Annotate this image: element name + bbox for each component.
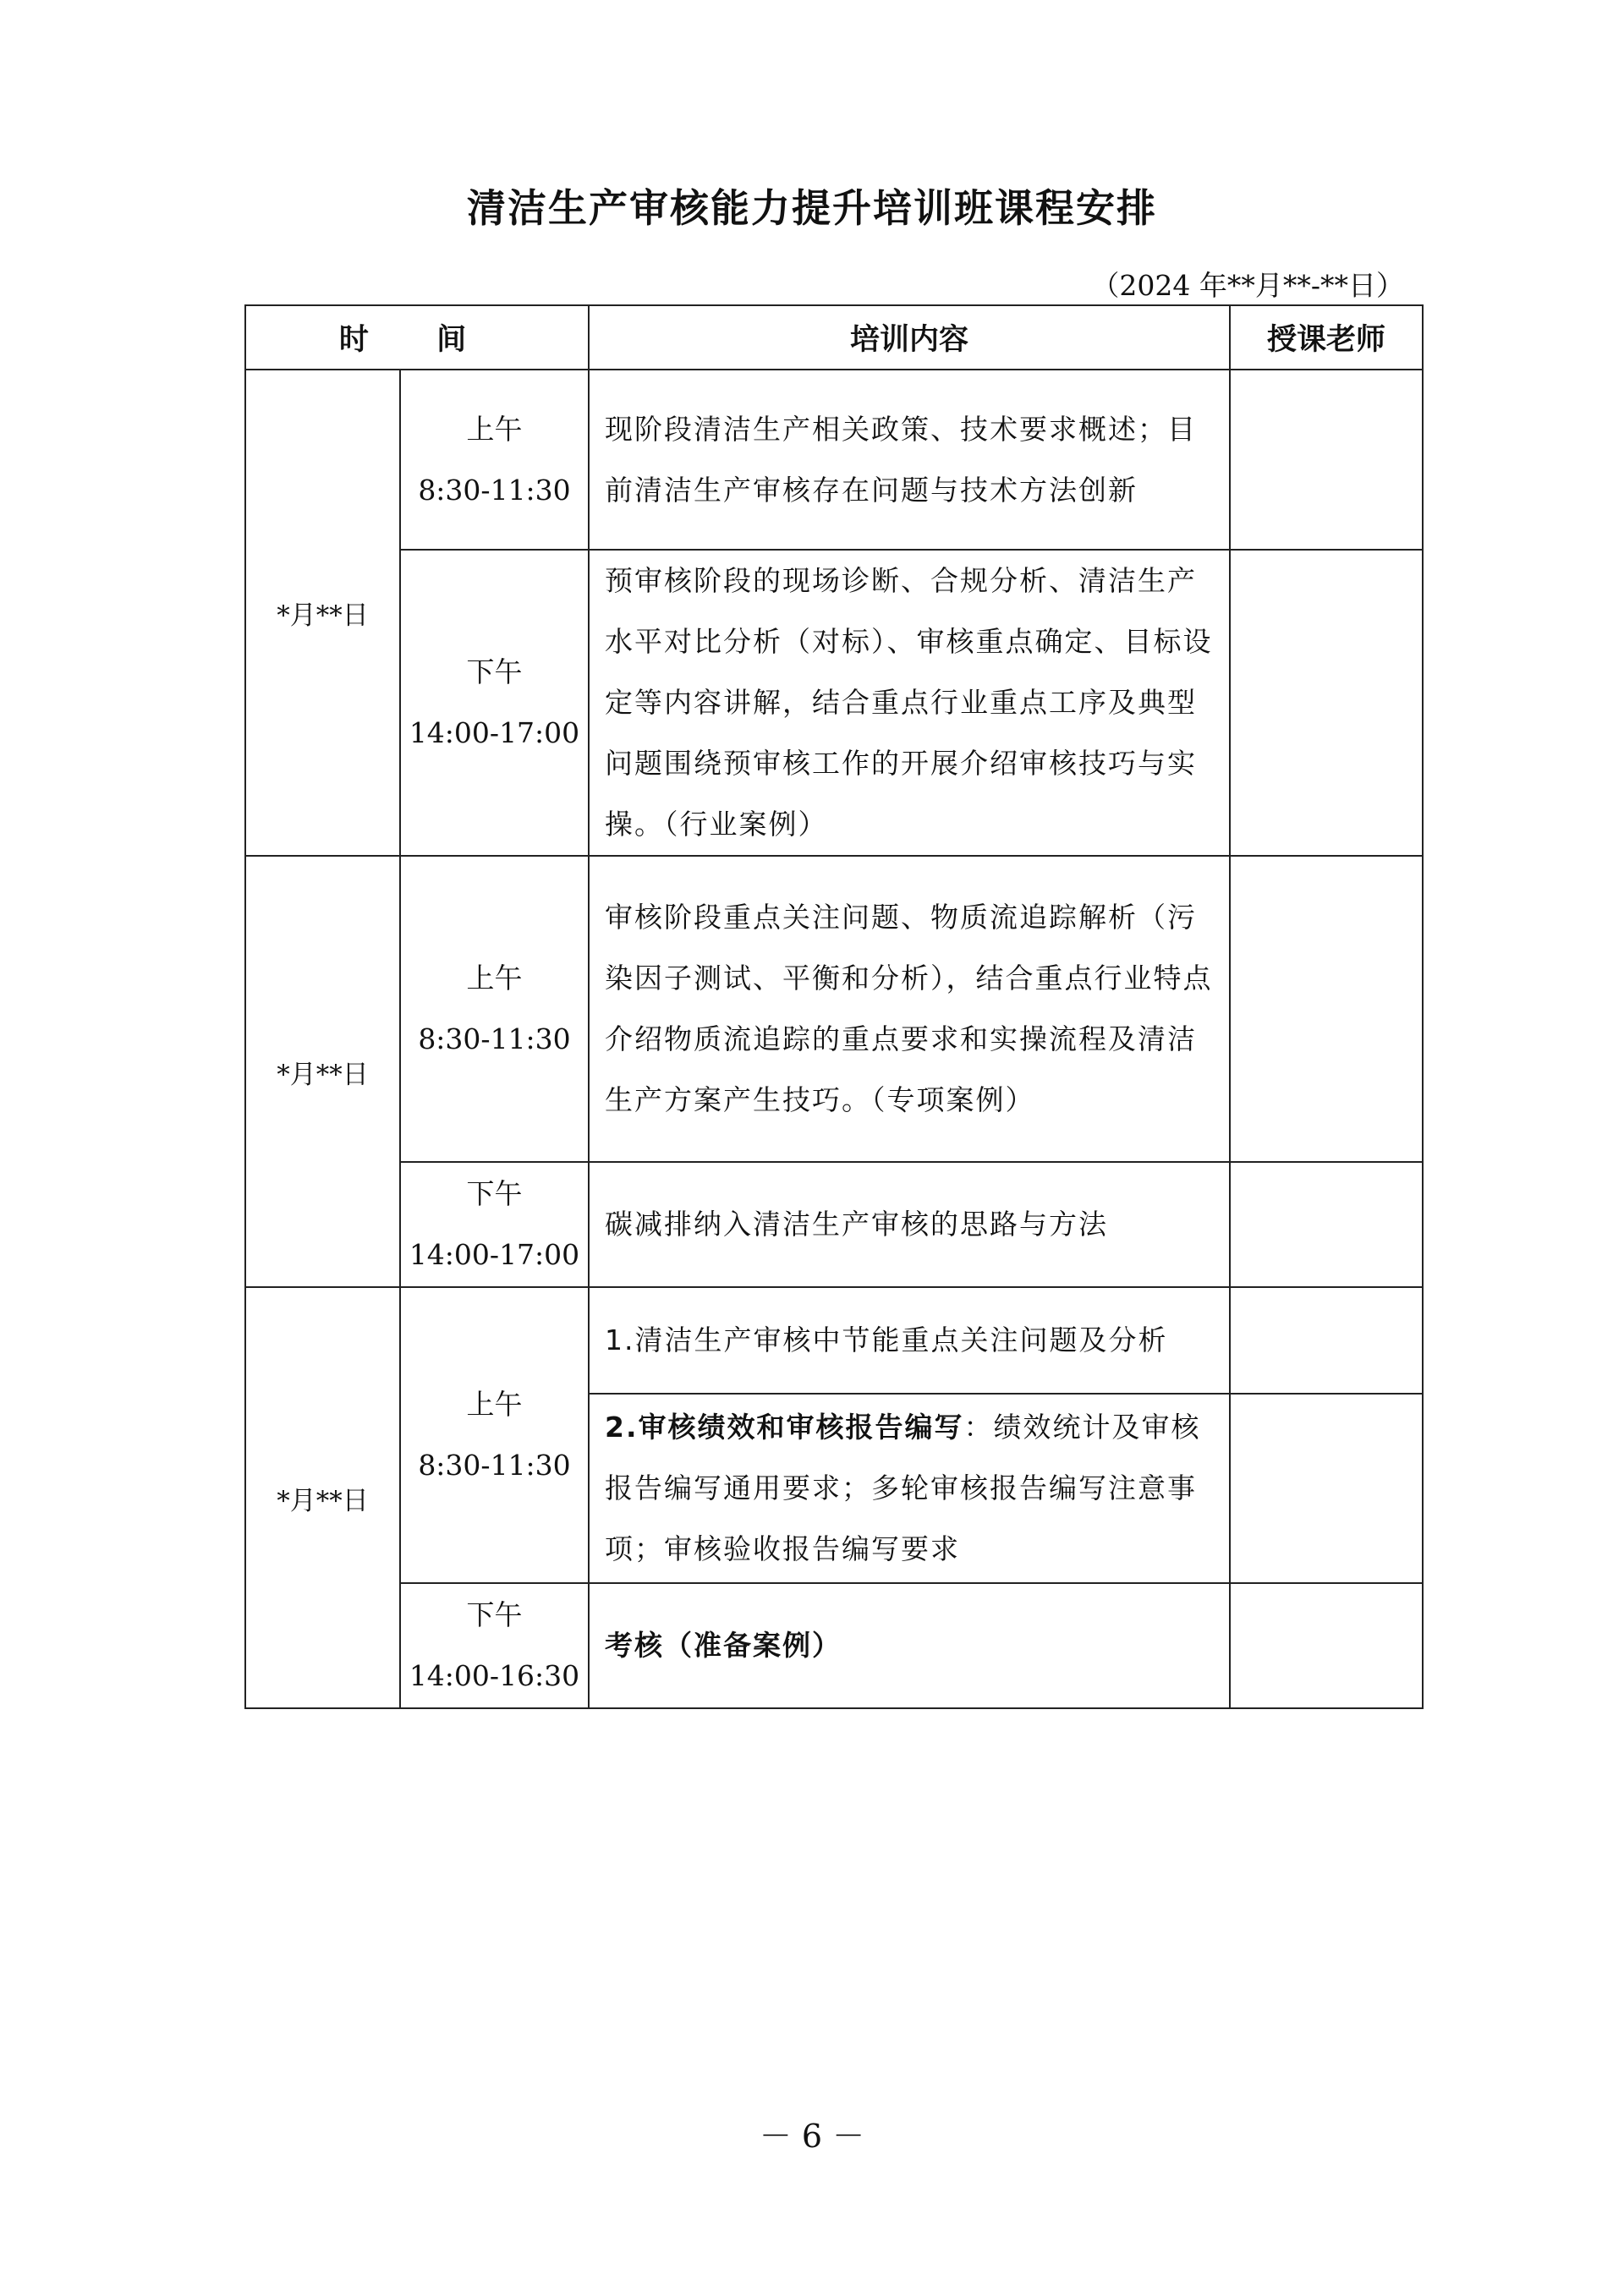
table-row xyxy=(245,370,1423,550)
time-slot-cell xyxy=(400,1583,589,1708)
table-row xyxy=(245,856,1423,1162)
date-range: （2024 年**月**-**日） xyxy=(1091,269,1404,302)
time-label: 8:30-11:30 xyxy=(418,473,571,507)
table-row xyxy=(245,550,1423,856)
content-cell xyxy=(589,1394,1230,1583)
time-slot-cell xyxy=(400,1162,589,1287)
day-cell: *月**日 xyxy=(245,370,400,856)
table-row xyxy=(245,1162,1423,1287)
table-row xyxy=(245,1287,1423,1394)
content-cell: 现阶段清洁生产相关政策、技术要求概述；目前清洁生产审核存在问题与技术方法创新 xyxy=(589,370,1230,550)
teacher-cell xyxy=(1230,1162,1423,1287)
content-cell: 考核（准备案例） xyxy=(589,1583,1230,1708)
teacher-cell xyxy=(1230,1287,1423,1394)
teacher-cell xyxy=(1230,1394,1423,1583)
teacher-cell xyxy=(1230,370,1423,550)
content-cell: 预审核阶段的现场诊断、合规分析、清洁生产水平对比分析（对标）、审核重点确定、目标设定等内容讲解，结合重点行业重点工序及典型问题围绕预审核工作的开展介绍审核技巧与实操。（行业案例） xyxy=(589,550,1230,856)
table-row xyxy=(245,1583,1423,1708)
content-cell: 碳减排纳入清洁生产审核的思路与方法 xyxy=(589,1162,1230,1287)
time-label: 8:30-11:30 xyxy=(418,1022,571,1055)
period-label: 下午 xyxy=(466,1598,523,1631)
document-title: 清洁生产审核能力提升培训班课程安排 xyxy=(467,185,1157,231)
period-label: 上午 xyxy=(466,1388,523,1421)
time-slot-cell xyxy=(400,550,589,856)
time-label: 8:30-11:30 xyxy=(418,1449,571,1482)
period-label: 上午 xyxy=(466,962,523,995)
time-label: 14:00-17:00 xyxy=(409,716,580,749)
header-time: 时 间 xyxy=(245,305,589,370)
header-content: 培训内容 xyxy=(589,305,1230,370)
schedule-table xyxy=(244,304,1424,1709)
day-cell: *月**日 xyxy=(245,1287,400,1708)
teacher-cell xyxy=(1230,856,1423,1162)
content-cell: 审核阶段重点关注问题、物质流追踪解析（污染因子测试、平衡和分析），结合重点行业特点介绍物质流追踪的重点要求和实操流程及清洁生产方案产生技巧。（专项案例） xyxy=(589,856,1230,1162)
period-label: 上午 xyxy=(466,412,523,446)
time-slot-cell xyxy=(400,856,589,1162)
content-text: ：绩效统计及审核报告编写通用要求；多轮审核报告编写注意事项；审核验收报告编写要求 xyxy=(605,1411,1201,1565)
content-cell: 1.清洁生产审核中节能重点关注问题及分析 xyxy=(589,1287,1230,1394)
period-label: 下午 xyxy=(466,655,523,688)
table-header-row xyxy=(245,305,1423,370)
time-label: 14:00-16:30 xyxy=(409,1659,580,1692)
time-slot-cell xyxy=(400,370,589,550)
page-number: － 6 － xyxy=(759,2118,865,2155)
period-label: 下午 xyxy=(466,1177,523,1210)
header-teacher: 授课老师 xyxy=(1230,305,1423,370)
teacher-cell xyxy=(1230,1583,1423,1708)
time-label: 14:00-17:00 xyxy=(409,1238,580,1271)
time-slot-cell xyxy=(400,1287,589,1583)
day-cell: *月**日 xyxy=(245,856,400,1287)
teacher-cell xyxy=(1230,550,1423,856)
content-bold-heading: 2.审核绩效和审核报告编写 xyxy=(605,1411,964,1444)
